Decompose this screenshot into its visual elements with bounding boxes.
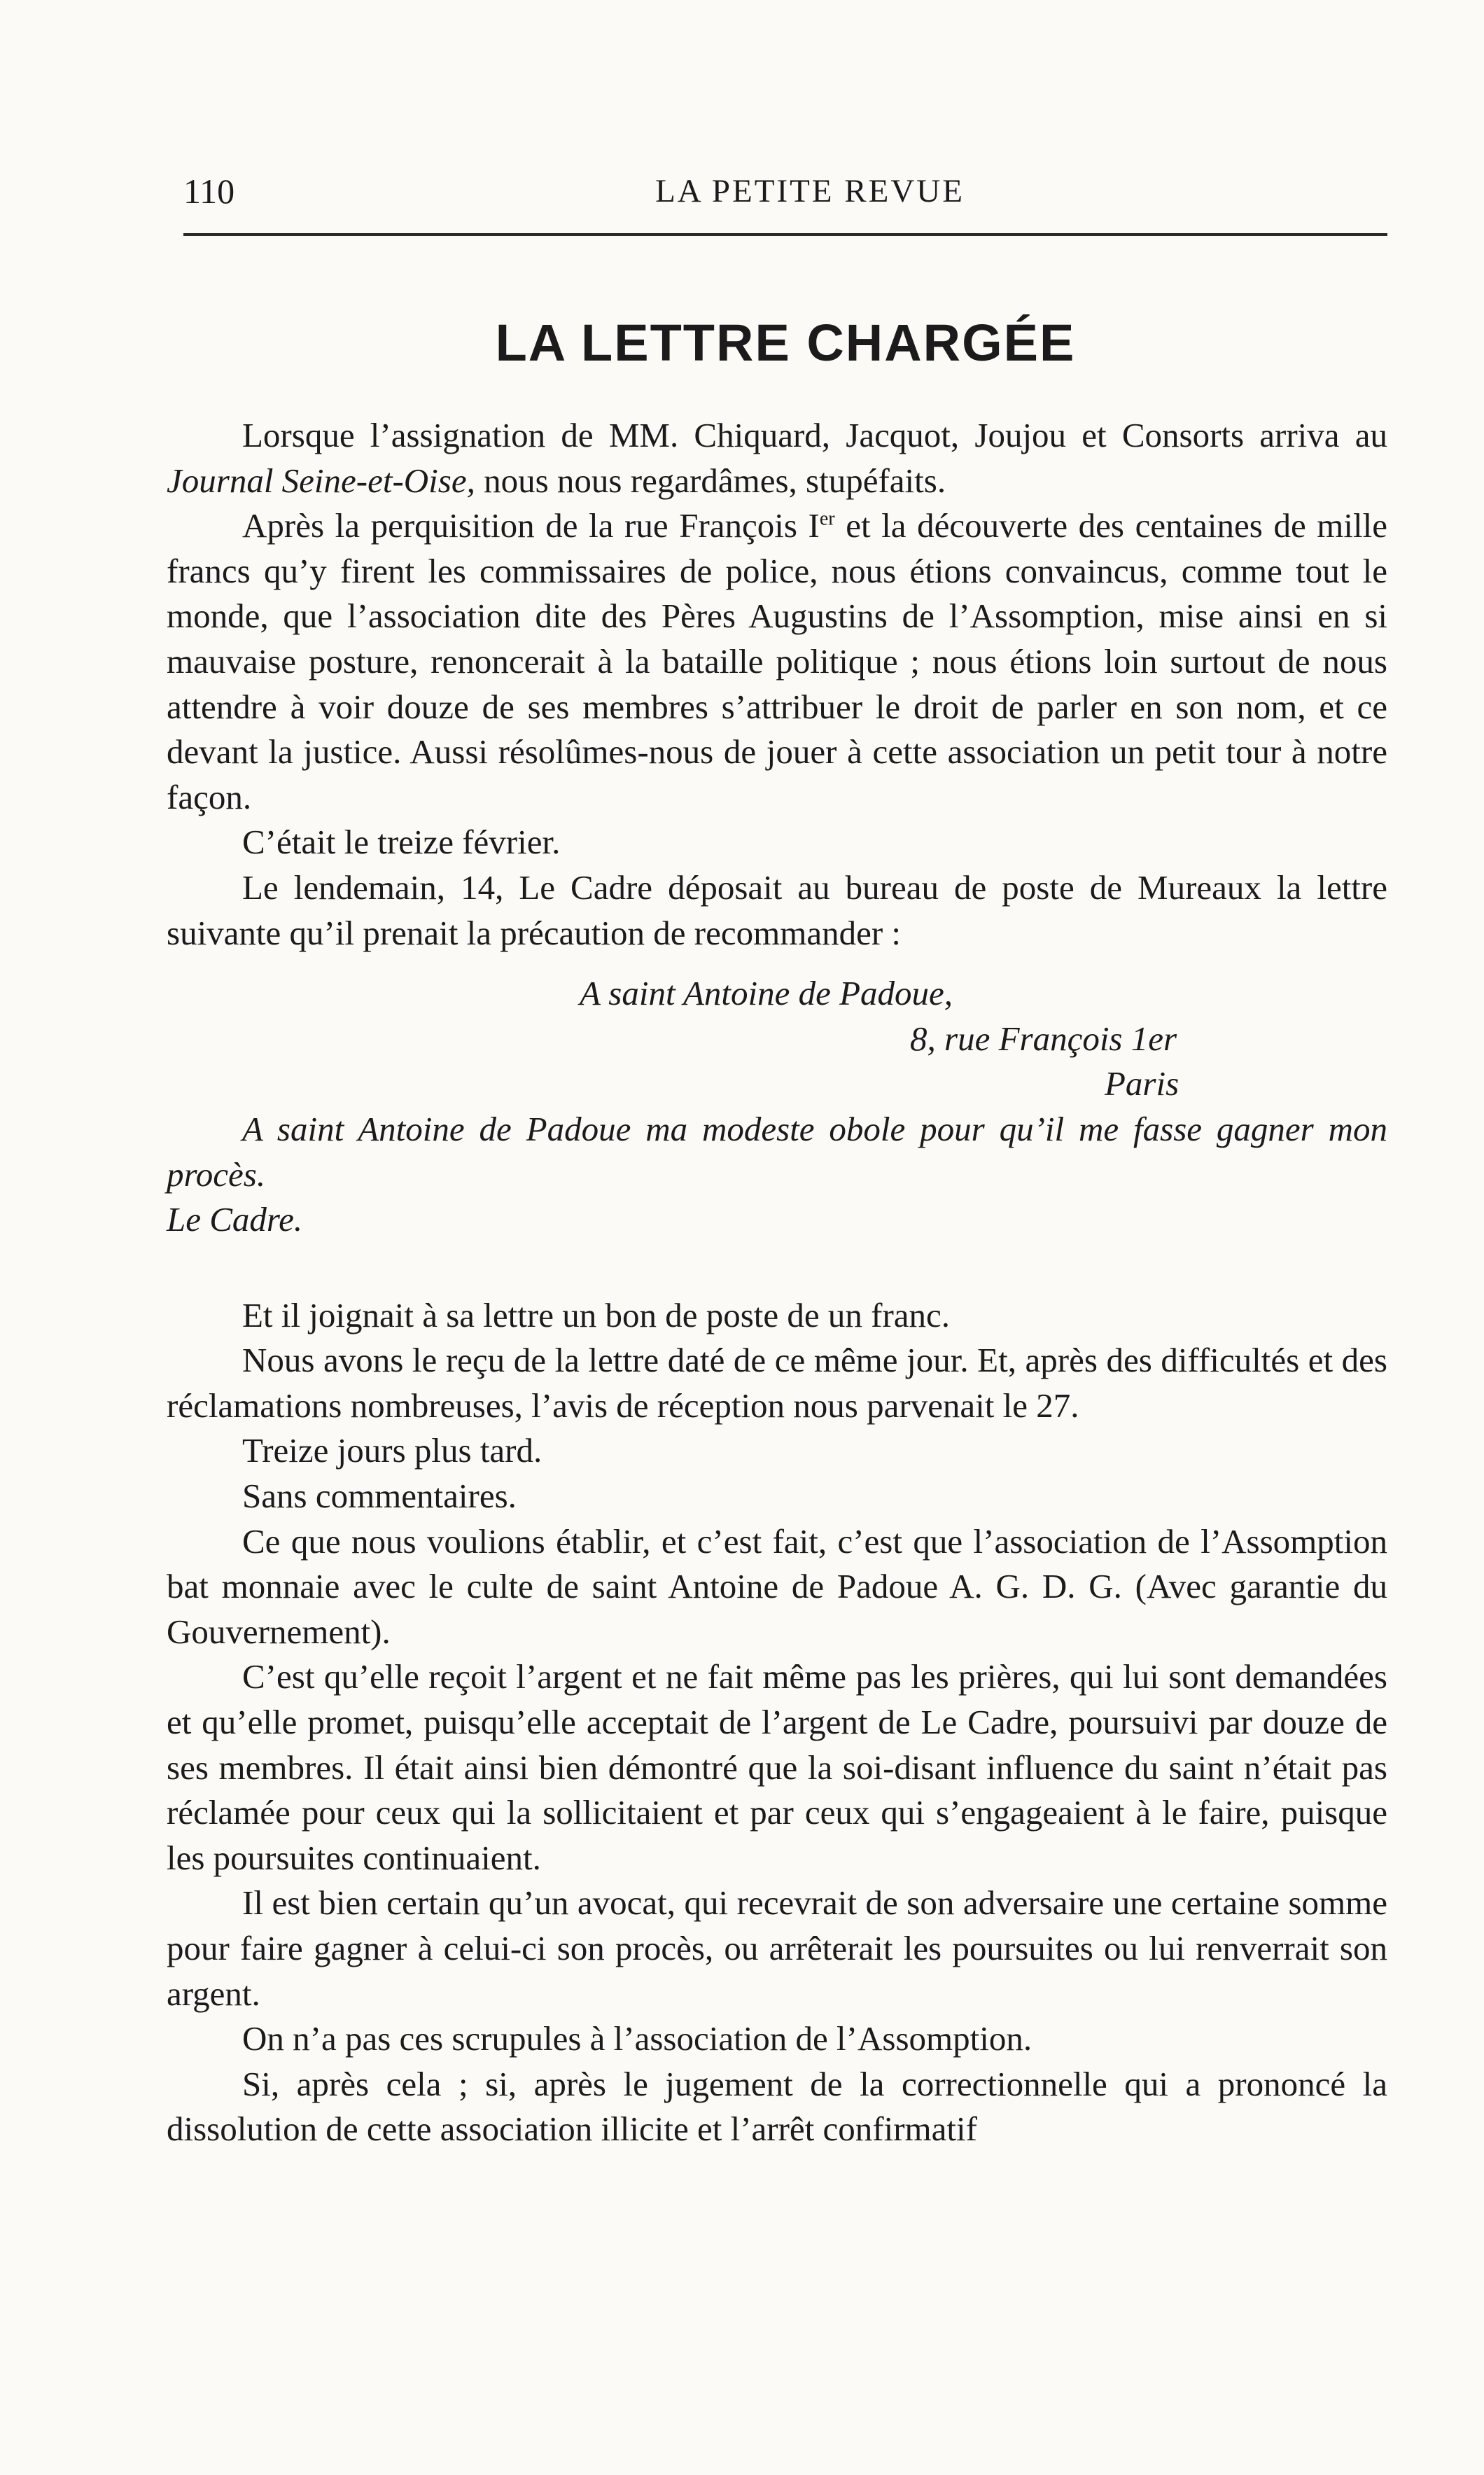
paragraph-2-text-b: et la découverte des centaines de mille francs qu’y firent les commissaires de police, nous étions convaincus, comme tout le monde, que l’association dite des Pères Augustins de l’Assomption, mise ainsi en si mauvaise posture, renoncerait à la bataille politique ; nous étions loin surtout de nous attendre à voir douze de ses membres s’attribuer le droit de parler en son nom, et ce devant la justice. Aussi résolûmes-nous de jouer à cette association un petit tour à notre façon. xyxy=(167,506,1387,816)
paragraph-1 xyxy=(167,413,1387,503)
superscript: er xyxy=(819,508,835,530)
paragraph-3: C’était le treize février. xyxy=(242,823,561,862)
paragraph-13: Si, après cela ; si, après le jugement de la correctionnelle qui a prononcé la dissolution de cette association illicite et l’arrêt confirmatif xyxy=(167,2064,1387,2149)
paragraph-8: Sans commentaires. xyxy=(242,1477,517,1516)
paragraph-9: Ce que nous voulions établir, et c’est fait, c’est que l’association de l’Assomption bat monnaie avec le culte de saint Antoine de Padoue A. G. D. G. (Avec garantie du Gouvernement). xyxy=(167,1521,1387,1651)
paragraph-1-text-b: nous nous regardâmes, stupéfaits. xyxy=(475,461,946,500)
page-header xyxy=(183,167,1387,216)
paragraph-2-text-a: Après la perquisition de la rue François I xyxy=(242,506,820,545)
paragraph-2 xyxy=(167,503,1387,820)
page-number: 110 xyxy=(183,172,235,211)
header-rule xyxy=(183,233,1387,236)
letter-address-line-2: 8, rue François 1er xyxy=(910,1019,1177,1058)
article-body xyxy=(167,413,1387,2152)
paragraph-12: On n’a pas ces scrupules à l’association de l’Assomption. xyxy=(242,2019,1032,2058)
spacer xyxy=(167,956,1387,971)
article-title: LA LETTRE CHARGÉE xyxy=(495,314,1076,372)
paragraph-4: Le lendemain, 14, Le Cadre déposait au bureau de poste de Mureaux la lettre suivante qu’il prenait la précaution de recommander : xyxy=(167,867,1387,952)
paragraph-11: Il est bien certain qu’un avocat, qui recevrait de son adversaire une certaine somme pour faire gagner à celui-ci son procès, ou arrêterait les poursuites ou lui renverrait son argent. xyxy=(167,1883,1387,2013)
paragraph-6: Nous avons le reçu de la lettre daté de ce même jour. Et, après des difficultés et des réclamations nombreuses, l’avis de réception nous parvenait le 27. xyxy=(167,1341,1387,1425)
paragraph-7: Treize jours plus tard. xyxy=(242,1431,542,1470)
journal-name: Journal Seine-et-Oise, xyxy=(167,461,475,500)
spacer xyxy=(167,1243,1387,1293)
paragraph-5: Et il joignait à sa lettre un bon de poste de un franc. xyxy=(242,1295,951,1334)
letter-address-line-1: A saint Antoine de Padoue, xyxy=(580,974,953,1013)
paragraph-10: C’est qu’elle reçoit l’argent et ne fait même pas les prières, qui lui sont demandées et qu’elle promet, puisqu’elle acceptait de l’argent de Le Cadre, poursuivi par douze de ses membres. Il était ainsi bien démontré que la soi-disant influence du saint n’était pas réclamée pour ceux qui la sollicitaient et par ceux qui s’engageaient à le faire, puisque les poursuites continuaient. xyxy=(167,1657,1387,1877)
running-title: LA PETITE REVUE xyxy=(655,173,965,209)
letter-signature: Le Cadre. xyxy=(167,1200,303,1239)
paragraph-1-text-a: Lorsque l’assignation de MM. Chiquard, Jacquot, Joujou et Consorts arriva au xyxy=(242,416,1387,454)
letter-body: A saint Antoine de Padoue ma modeste obole pour qu’il me fasse gagner mon procès. xyxy=(167,1109,1387,1194)
letter-address-line-3: Paris xyxy=(1105,1064,1180,1103)
